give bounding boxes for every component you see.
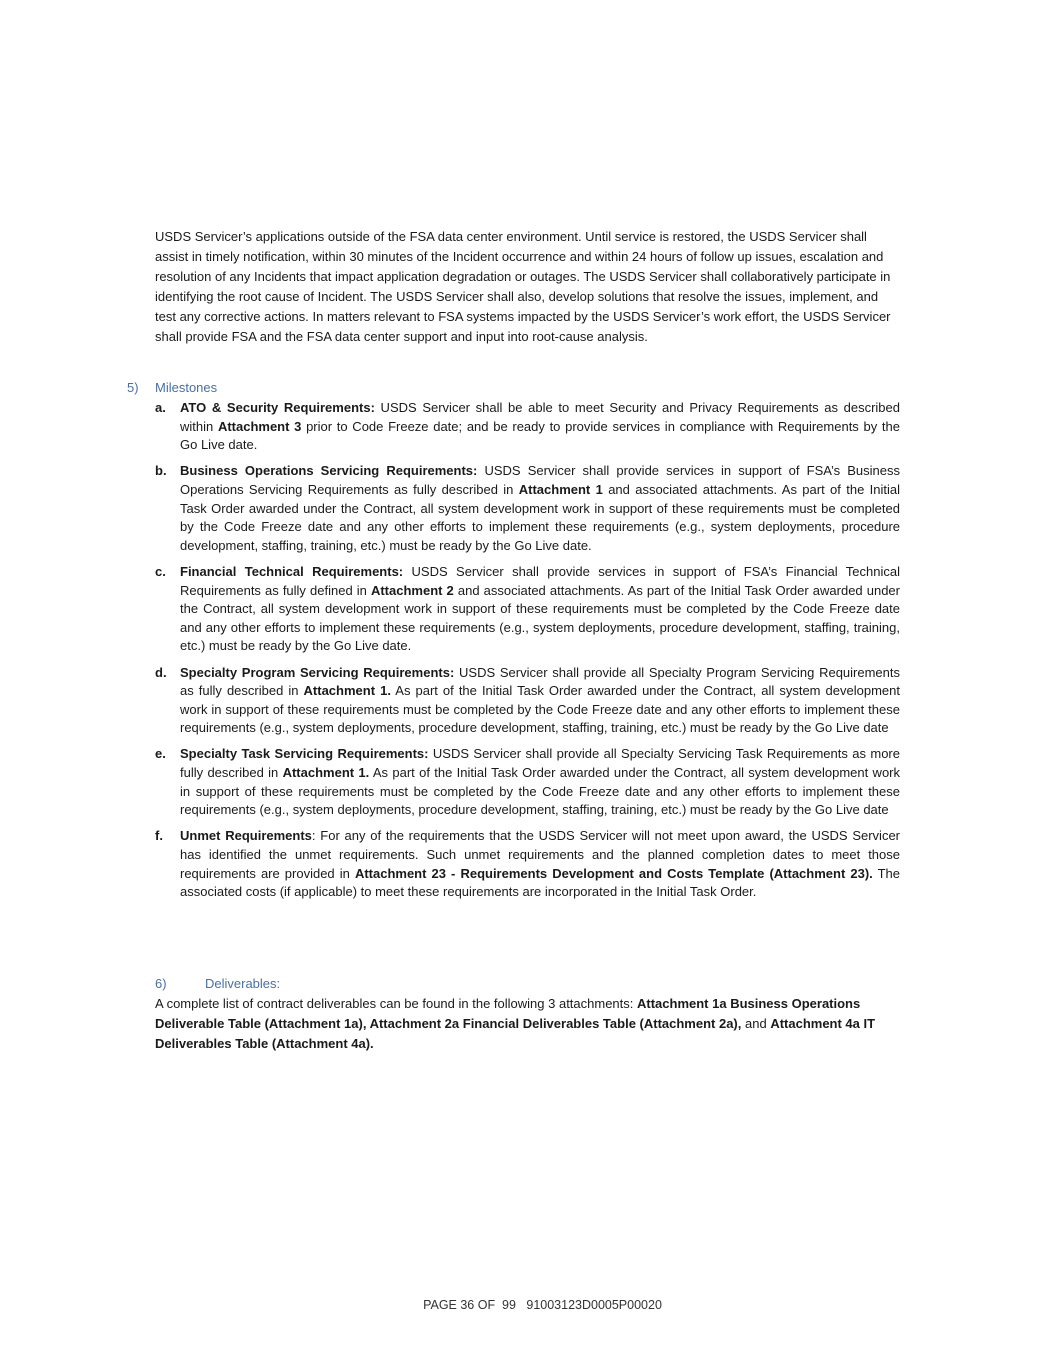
list-item-text: and associated attachments. As part of the Initial Task Order awarded under the Contract, all system development work in support of these requirements must be completed by the Code Freeze date and any other efforts to implement these requirements (e.g., system deployments, procedure development, staffing, training, etc.) must be ready by the Go Live date. [180, 481, 900, 553]
intro-paragraph: USDS Servicer’s applications outside of the FSA data center environment. Until service is restored, the USDS Servicer shall assist in timely notification, within 30 minutes of the Incident occurrence and within 24 hours of follow up issues, escalation and resolution of any Incidents that impact application degradation or outages. The USDS Servicer shall collaboratively participate in identifying the root cause of Incident. The USDS Servicer shall also, develop solutions that resolve the issues, implement, and test any corrective actions. In matters relevant to FSA systems impacted by the USDS Servicer’s work effort, the USDS Servicer shall provide FSA and the FSA data center support and input into root-cause analysis. [155, 229, 891, 344]
list-item-body [180, 399, 900, 455]
list-item-label: ATO & Security Requirements: [180, 400, 375, 415]
list-item [155, 563, 900, 656]
list-item-text: USDS Servicer shall provide all Specialty Program Servicing Requirements as fully described in [180, 664, 900, 699]
milestones-title: Milestones [155, 380, 218, 395]
list-item-text: and associated attachments. As part of the Initial Task Order awarded under the Contract, all system development work in support of these requirements must be completed by the Code Freeze date and any other efforts to implement these requirements (e.g., system deployments, procedure development, staffing, training, etc.) must be ready by the Go Live date. [180, 582, 900, 654]
deliverables-paragraph [155, 994, 900, 1054]
list-item-body [180, 462, 900, 555]
list-item-text: USDS Servicer shall provide all Specialty Servicing Task Requirements as more fully described in [180, 746, 900, 781]
attachment-ref: Attachment 1a Business Operations Deliverable Table (Attachment 1a), Attachment 2a Financial Deliverables Table (Attachment 2a), [155, 996, 861, 1031]
attachment-ref: Attachment 23 - Requirements Development and Costs Template (Attachment 23). [354, 865, 873, 881]
page-footer: PAGE 36 OF 99 91003123D0005P00020 [423, 1298, 662, 1312]
list-item-letter: a. [155, 400, 166, 415]
list-item-letter: c. [155, 563, 166, 579]
list-item-letter: e. [155, 746, 166, 762]
deliverables-heading [155, 975, 280, 993]
deliverables-title: Deliverables: [205, 976, 281, 991]
milestones-list [155, 399, 900, 909]
list-item-text: prior to Code Freeze date; and be ready to provide services in compliance with Requirements by the Go Live date. [180, 418, 900, 453]
list-item-letter: f. [155, 828, 163, 844]
list-item-body [180, 745, 900, 819]
deliverables-number: 6) [155, 976, 167, 991]
list-item-label: Business Operations Servicing Requirements: [180, 463, 478, 479]
attachment-ref: Attachment 4a IT Deliverables Table (Attachment 4a). [155, 1016, 876, 1051]
list-item-label: Specialty Program Servicing Requirements: [180, 664, 455, 680]
list-item [155, 745, 900, 819]
list-item-letter: b. [155, 463, 167, 479]
deliverables-lead-text: A complete list of contract deliverables can be found in the following 3 attachments: [155, 996, 637, 1011]
list-item-text: USDS Servicer shall provide services in support of FSA’s Financial Technical Requirements as fully defined in [180, 563, 900, 598]
list-item [155, 399, 900, 455]
milestones-heading [127, 379, 217, 397]
attachment-ref: Attachment 3 [217, 418, 302, 434]
list-item-text: As part of the Initial Task Order awarded under the Contract, all system development work in support of these requirements must be completed by the Code Freeze date and any other efforts to implement these requirements (e.g., system deployments, procedure development, staffing, training, etc.) must be ready by the Go Live date [180, 765, 901, 818]
list-item-label: Specialty Task Servicing Requirements: [180, 746, 429, 762]
list-item [155, 462, 900, 555]
attachment-ref: Attachment 1 [518, 481, 603, 497]
deliverables-mid-text: and [741, 1016, 771, 1031]
list-item-text: USDS Servicer shall provide services in support of FSA’s Business Operations Servicing Requirements as fully described in [180, 463, 900, 497]
list-item-body [180, 664, 900, 738]
attachment-ref: Attachment 2 [370, 582, 454, 598]
list-item-label: Financial Technical Requirements: [180, 563, 404, 579]
list-item-text: As part of the Initial Task Order awarded under the Contract, all system development work in support of these requirements must be completed by the Code Freeze date and any other efforts to implement these requirements (e.g., system deployments, procedure development, staffing, training, etc.) must be ready by the Go Live date [180, 683, 900, 736]
list-item-body [180, 827, 900, 901]
list-item [155, 827, 900, 901]
attachment-ref: Attachment 1. [282, 765, 370, 781]
list-item [155, 664, 900, 738]
list-item-letter: d. [155, 664, 167, 680]
milestones-number: 5) [127, 380, 139, 395]
attachment-ref: Attachment 1. [303, 683, 391, 699]
list-item-text: The associated costs (if applicable) to meet these requirements are incorporated in the Initial Task Order. [180, 865, 901, 900]
list-item-label: Unmet Requirements [180, 828, 312, 844]
list-item-text: USDS Servicer shall be able to meet Security and Privacy Requirements as described within [180, 400, 900, 434]
list-item-body [180, 563, 900, 656]
list-item-text: : For any of the requirements that the USDS Servicer will not meet upon award, the USDS Servicer has identified the unmet requirements. Such unmet requirements and the planned completion dates to meet those requirements are provided in [180, 828, 901, 881]
